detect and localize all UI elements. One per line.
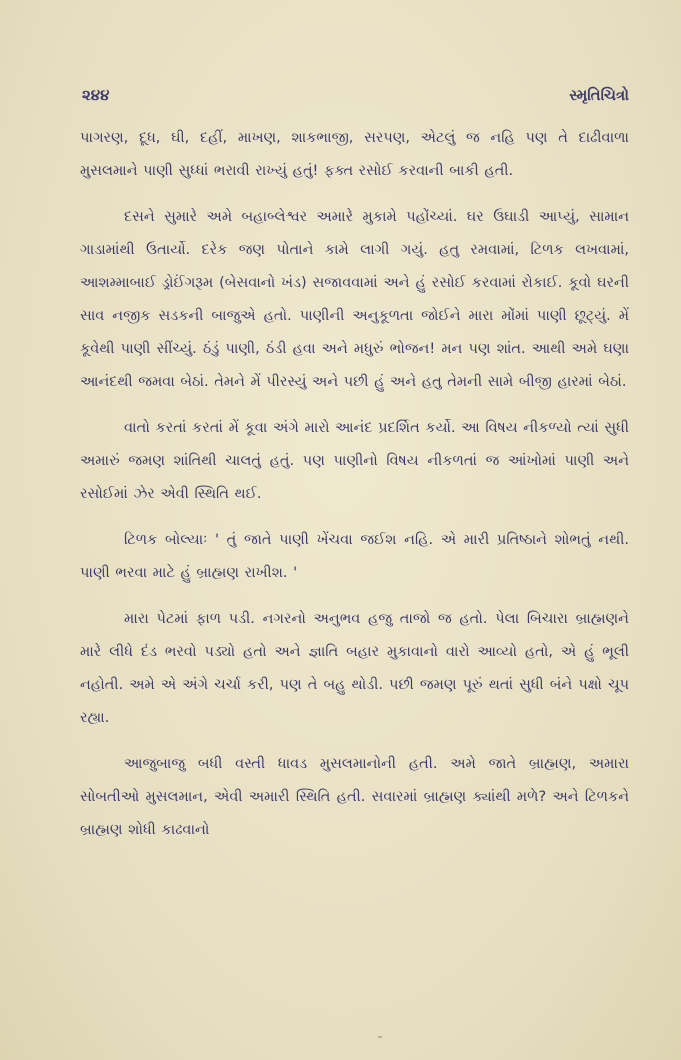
body-text [80,122,629,847]
paragraph-arrival: દસને સુમારે અમે બહાબ્લેશ્વર અમારે મુકામે પહોંચ્યાં. ઘર ઉઘાડી આપ્યું, સામાન ગાડામાંથી ઉતાર્યો. દરેક જણ પોતાને કામે લાગી ગયું. હતુ રમવામાં, ટિળક લખવામાં, આશમ્માબાઈ ડ્રોઈંગરૂમ (બેસવાનો ખંડ) સજાવવામાં અને હું રસોઈ કરવામાં રોકાઈ. કૂવો ઘરની સાવ નજીક સડકની બાજુએ હતો. પાણીની અનુકૂળતા જોઈને મારા મોંમાં પાણી છૂટ્યું. મેં કૂવેથી પાણી સીંચ્યું. ઠંડું પાણી, ઠંડી હવા અને મધુરું ભોજન! મન પણ શાંત. આથી અમે ઘણા આનંદથી જમવા બેઠાં. તેમને મેં પીરસ્યું અને પછી હું અને હતુ તેમની સામે બીજી હારમાં બેઠાં. [80,209,629,390]
paragraph-neighbourhood: આજુબાજુ બધી વસ્તી ધાવડ મુસલમાનોની હતી. અમે જાતે બ્રાહ્મણ, અમારા સોબતીઓ મુસલમાન, એવી અમારી સ્થિતિ હતી. સવારમાં બ્રાહ્મણ ક્યાંથી મળે? અને ટિળકને બ્રાહ્મણ શોધી કાઢવાનો [80,756,629,838]
page-speck [378,1036,382,1038]
paragraph-worry: મારા પેટમાં ફાળ પડી. નગરનો અનુભવ હજુ તાજો જ હતો. પેલા બિચારા બ્રાહ્મણને મારે લીધે દંડ ભરવો પડ્યો હતો અને જ્ઞાતિ બહાર મુકાવાનો વારો આવ્યો હતો, એ હું ભૂલી નહોતી. અમે એ અંગે ચર્ચા કરી, પણ તે બહુ થોડી. પછી જમણ પૂરું થતાં સુધી બંને પક્ષો ચૂપ રહ્યા. [80,611,629,726]
paragraph-tilak-quote: ટિળક બોલ્યાઃ ' તું જાતે પાણી ખેંચવા જઈશ નહિ. એ મારી પ્રતિષ્ઠાને શોભતું નથી. પાણી ભરવા માટે હું બ્રાહ્મણ રાખીશ. ' [80,532,629,581]
running-title: સ્મૃતિચિત્રો [569,86,629,104]
paragraph-well-conversation: વાતો કરતાં કરતાં મેં કૂવા અંગે મારો આનંદ પ્રદર્શિત કર્યો. આ વિષય નીકળ્યો ત્યાં સુધી અમારું જમણ શાંતિથી ચાલતું હતું. પણ પાણીનો વિષય નીકળતાં જ આંખોમાં પાણી અને રસોઈમાં ઝેર એવી સ્થિતિ થઈ. [80,420,629,502]
paragraph-continued: પાગરણ, દૂધ, ઘી, દહીં, માખણ, શાકભાજી, સરપણ, એટલું જ નહિ પણ તે દાઢીવાળા મુસલમાને પાણી સુધ્ધાં ભરાવી રાખ્યું હતું! ફક્ત રસોઈ કરવાની બાકી હતી. [80,130,629,179]
page-header [82,86,629,112]
page-number: ૨૪૪ [82,86,110,104]
